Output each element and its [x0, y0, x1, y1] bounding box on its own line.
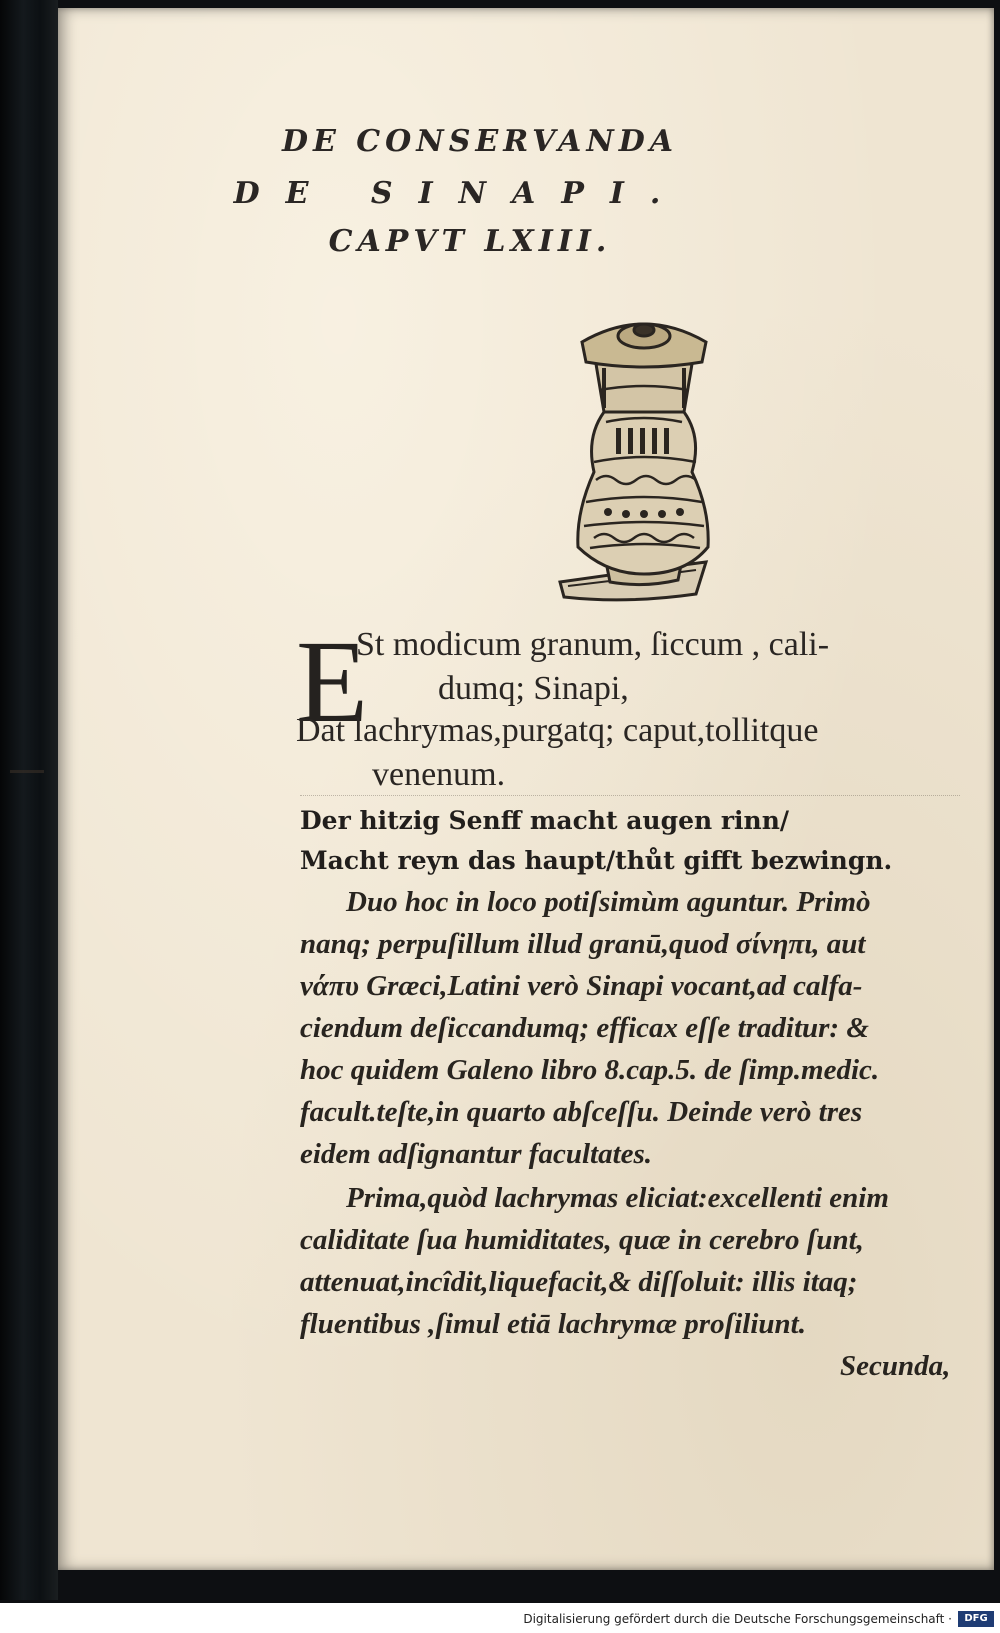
- commentary-line: eidem adſignantur facultates.: [300, 1138, 653, 1170]
- funding-credit: Digitalisierung gefördert durch die Deutsche Forschungsgemeinschaft ·: [523, 1612, 952, 1626]
- book-binding: [0, 0, 58, 1600]
- running-head: DE CONSERVANDA: [281, 124, 679, 159]
- verse-line-3: Dat lachrymas,purgatq; caput,tollitque: [296, 712, 819, 749]
- commentary-line: Duo hoc in loco potiſsimùm aguntur. Primò: [346, 886, 871, 918]
- commentary-line: νάπυ Græci,Latini verò Sinapi vocant,ad calfa-: [300, 970, 863, 1002]
- commentary-line: caliditate ſua humiditates, quæ in cerebro ſunt,: [300, 1224, 864, 1256]
- commentary-line: Prima,quòd lachrymas eliciat:excellenti enim: [346, 1182, 889, 1214]
- verse-line-4: venenum.: [372, 756, 506, 793]
- verse-line-1: St modicum granum, ſiccum , cali-: [356, 626, 830, 663]
- chapter-number: CAPVT LXIII.: [328, 224, 612, 259]
- footer-bar: [0, 1603, 1000, 1633]
- commentary-line: hoc quidem Galeno libro 8.cap.5. de ſimp.medic.: [300, 1054, 880, 1086]
- commentary-line: fluentibus ,ſimul etiā lachrymæ proſiliunt.: [300, 1308, 806, 1340]
- chapter-title: DE SINAPI.: [233, 176, 687, 211]
- verse-line-2: dumq; Sinapi,: [438, 670, 629, 707]
- dfg-logo: DFG: [958, 1611, 994, 1627]
- drop-cap: E: [296, 616, 369, 747]
- page-crease: [300, 795, 960, 796]
- vase-woodcut-icon: [556, 312, 732, 610]
- binding-stitch: [10, 770, 44, 773]
- commentary-line: facult.teſte,in quarto abſceſſu. Deinde verò tres: [300, 1096, 863, 1128]
- commentary-line: attenuat,incîdit,liquefacit,& diſſoluit: illis itaq;: [300, 1266, 858, 1298]
- german-line-2: Macht reyn das haupt/thůt gifft bezwingn.: [300, 846, 893, 875]
- commentary-line: nanq; perpuſillum illud granū,quod σίνηπι, aut: [300, 928, 866, 960]
- commentary-line: ciendum deſiccandumq; efficax eſſe traditur: &: [300, 1012, 869, 1044]
- catchword: Secunda,: [840, 1350, 951, 1382]
- german-line-1: Der hitzig Senff macht augen rinn/: [300, 806, 790, 835]
